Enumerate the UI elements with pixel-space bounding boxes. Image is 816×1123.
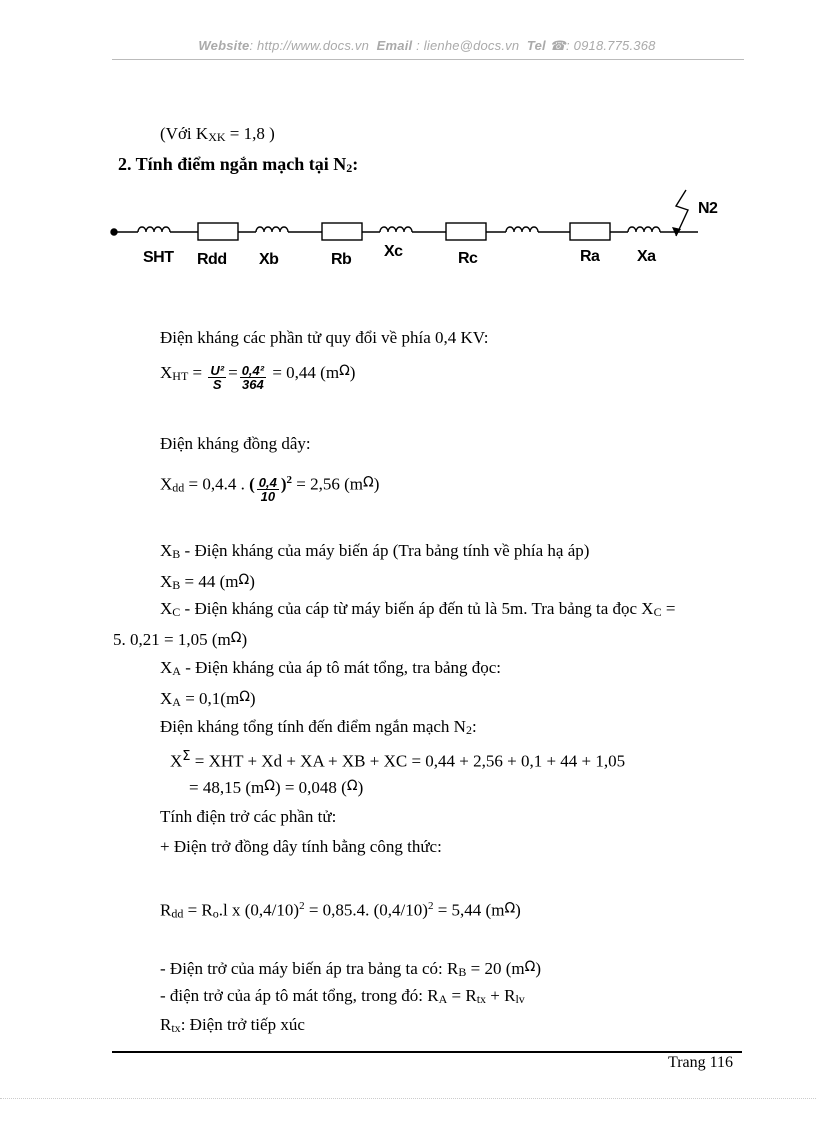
label-xc: Xc: [384, 243, 403, 260]
paragraph-ra: - điện trở của áp tô mát tổng, trong đó: $R_A = R_{tx} + R_{lv}$: [160, 986, 525, 1006]
email-label: Email: [376, 38, 413, 53]
tel-value: : 0918.775.368: [566, 38, 656, 53]
formula-total-result: = 48,15 (mΩ) = 0,048 (Ω): [189, 778, 364, 797]
paragraph-xb: $X_B$ - Điện kháng của máy biến áp (Tra bảng tính về phía hạ áp): [160, 541, 590, 561]
paragraph-xc: $X_C$ - Điện kháng của cáp từ máy biến áp đến tủ là 5m. Tra bảng ta đọc $X_C$ =: [160, 599, 676, 619]
fault-label: N2: [698, 200, 718, 217]
formula-xht: $X_{HT}$ = $\frac{\text{U²}}{S}$ = $\frac{\text{0,4²}}{364}$ = 0,44 (mΩ): [160, 363, 356, 393]
circuit-diagram: [0, 180, 816, 270]
website-value: : http://www.docs.vn: [249, 38, 370, 53]
label-xa: Xa: [637, 248, 656, 265]
tel-label: Tel: [526, 38, 546, 53]
label-rdd: Rdd: [197, 251, 227, 268]
label-xb: Xb: [259, 251, 279, 268]
fraction-u2-s: $\frac{\text{U²}}{S}$: [210, 363, 225, 393]
formula-xc: 5. 0,21 = 1,05 (mΩ): [113, 630, 248, 649]
paragraph-rtx: $R_{tx}$: Điện trở tiếp xúc: [160, 1015, 305, 1035]
formula-rdd: $R_{dd} = R_o.l$ x $(0,4/10)^2 = 0,85.4$. $(0,4/10)^2 = 5,44$ (mΩ): [160, 900, 521, 921]
label-rc: Rc: [458, 250, 478, 267]
page-header: [112, 38, 742, 54]
label-rb: Rb: [331, 251, 352, 268]
paragraph-line-resistance: + Điện trở đồng dây tính bằng công thức:: [160, 837, 442, 856]
paragraph-resistance: Tính điện trở các phần tử:: [160, 807, 337, 826]
paragraph-xa: $X_A$ - Điện kháng của áp tô mát tổng, tra bảng đọc:: [160, 658, 502, 678]
section-heading: 2. Tính điểm ngắn mạch tại $N_2$:: [118, 154, 359, 175]
kxk-line: (Với $K_{XK} = 1,8$ ): [160, 124, 275, 144]
header-divider: [112, 59, 744, 60]
formula-xdd: $X_{dd} = 0,4.4$ . ( $\frac{0,4}{10}$ )$^2$ = 2,56 (mΩ): [160, 474, 380, 504]
fraction-04-10: $\frac{0,4}{10}$: [258, 474, 277, 504]
website-label: Website: [198, 38, 250, 53]
label-sht: SHT: [143, 249, 174, 266]
formula-xa: $X_A = 0,1(m\Omega)$: [160, 689, 256, 709]
footer-divider: [112, 1051, 742, 1053]
page-bottom-border: [0, 1098, 816, 1099]
formula-xb: $X_B = 44$ (mΩ): [160, 572, 255, 592]
phone-icon: ☎: [549, 38, 567, 53]
paragraph-rb: - Điện trở của máy biến áp tra bảng ta có: $R_B = 20$ (mΩ): [160, 959, 541, 979]
fraction-04-364: $\frac{\text{0,4²}}{364}$: [241, 363, 265, 393]
paragraph-total-reactance: Điện kháng tổng tính đến điểm ngắn mạch $N_2$:: [160, 717, 477, 737]
email-value: : lienhe@docs.vn: [416, 38, 520, 53]
paragraph-line-reactance: Điện kháng đồng dây:: [160, 434, 311, 453]
formula-total-reactance: $X^\Sigma$ = XHT + Xd + XA + XB + XC = 0,44 + 2,56 + 0,1 + 44 + 1,05: [170, 749, 626, 771]
page-number: Trang 116: [668, 1054, 734, 1071]
label-ra: Ra: [580, 248, 600, 265]
paragraph-reactance-intro: Điện kháng các phần tử quy đổi về phía 0,4 KV:: [160, 328, 489, 347]
